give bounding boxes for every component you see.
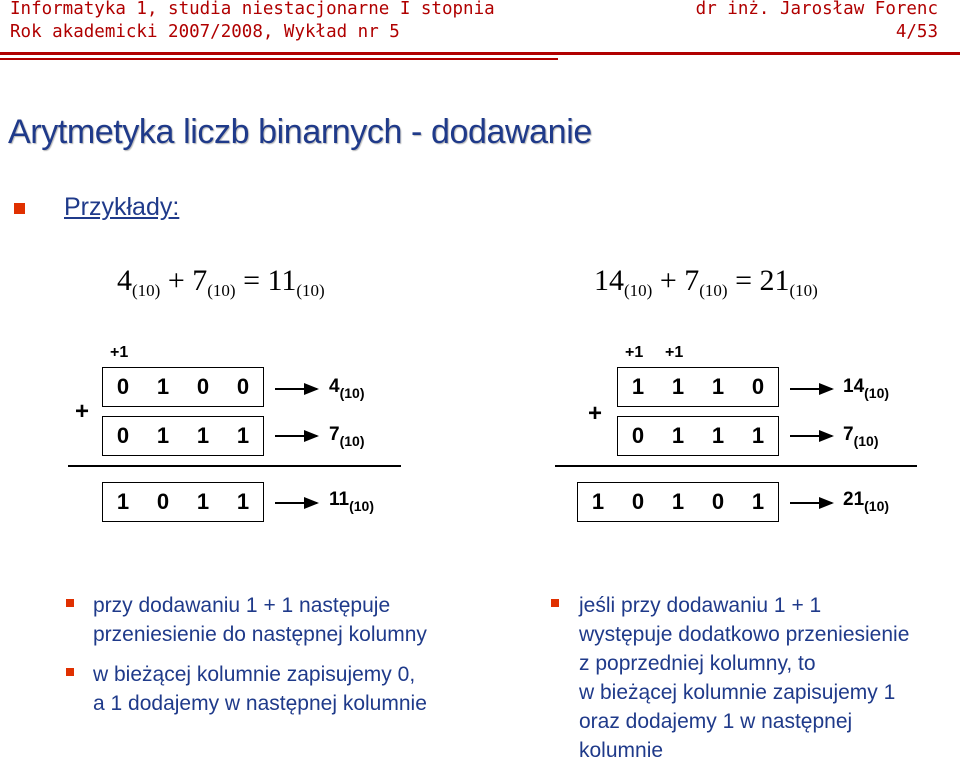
formula-base: (10) <box>624 281 653 300</box>
arrow-icon <box>275 502 317 504</box>
note-item: w bieżącej kolumnie zapisujemy 0, a 1 dodajemy w następnej kolumnie <box>93 663 427 715</box>
sum-value-label: $11_{(10)}$ <box>329 489 374 514</box>
example2-row2 <box>617 416 779 456</box>
example2-formula <box>594 264 818 301</box>
example1-sum <box>102 482 264 522</box>
plus-sign: + <box>588 400 603 427</box>
formula-base: (10) <box>132 281 161 300</box>
row1-value-label: $14_{(10)}$ <box>843 376 890 401</box>
formula-base: (10) <box>207 281 236 300</box>
bit-cell: 0 <box>196 374 210 399</box>
bit-cell: 0 <box>631 423 645 448</box>
bit-cell: 0 <box>236 374 250 399</box>
formula-base: (10) <box>296 281 325 300</box>
arrow-icon <box>790 435 832 437</box>
bit-cell: 1 <box>196 423 210 448</box>
bit-cell: 1 <box>116 489 130 514</box>
note-item: jeśli przy dodawaniu 1 + 1 występuje dodatkowo przeniesienie z poprzedniej kolumny, to w bieżącej kolumnie zapisujemy 1 oraz dodajemy 1 w następnej kolumnie <box>579 594 910 762</box>
header-rule <box>0 52 960 55</box>
bit-cell: 0 <box>156 489 170 514</box>
formula-result: 11 <box>267 264 297 297</box>
carry-label: +1 <box>665 344 684 361</box>
bit-cell: 0 <box>711 489 725 514</box>
header-rule-short <box>0 58 558 60</box>
row2-value-label: $7_{(10)}$ <box>329 424 365 449</box>
bit-cell: 1 <box>671 374 685 399</box>
formula-operand: 4 <box>117 264 132 297</box>
bit-cell: 1 <box>751 489 765 514</box>
page-number: 4/53 <box>895 22 938 42</box>
bit-cell: 1 <box>236 423 250 448</box>
formula-operand: 7 <box>192 264 208 297</box>
formula-plus: + <box>167 264 185 297</box>
bit-cell: 0 <box>116 374 130 399</box>
bit-cell: 0 <box>631 489 645 514</box>
arrow-icon <box>790 502 832 504</box>
bullet-icon <box>66 668 74 676</box>
lecture-info: Rok akademicki 2007/2008, Wykład nr 5 <box>10 22 400 42</box>
bit-cell: 1 <box>591 489 605 514</box>
bullet-icon <box>551 599 559 607</box>
sum-rule <box>68 465 401 467</box>
sum-value-label: $21_{(10)}$ <box>843 489 890 514</box>
row2-value-label: $7_{(10)}$ <box>843 424 879 449</box>
course-name: Informatyka 1, studia niestacjonarne I stopnia <box>10 0 495 19</box>
bit-cell: 1 <box>711 423 725 448</box>
plus-sign: + <box>75 398 90 425</box>
carry-label: +1 <box>625 344 644 361</box>
bit-cell: 1 <box>711 374 725 399</box>
bit-cell: 0 <box>751 374 765 399</box>
bit-cell: 1 <box>196 489 210 514</box>
bullet-icon <box>66 599 74 607</box>
carry-label: +1 <box>110 344 129 361</box>
formula-result: 21 <box>759 264 790 297</box>
note-item: przy dodawaniu 1 + 1 następuje przeniesienie do następnej kolumny <box>93 594 427 646</box>
bit-cell: 1 <box>236 489 250 514</box>
row1-value-label: $4_{(10)}$ <box>329 376 365 401</box>
formula-base: (10) <box>699 281 728 300</box>
example1-row1 <box>102 367 264 407</box>
bit-cell: 0 <box>116 423 130 448</box>
example1-formula <box>117 264 325 301</box>
formula-equals: = <box>735 264 752 297</box>
arrow-icon <box>275 435 317 437</box>
bit-cell: 1 <box>156 374 170 399</box>
bit-cell: 1 <box>671 423 685 448</box>
bit-cell: 1 <box>156 423 170 448</box>
sum-rule <box>555 465 917 467</box>
bit-cell: 1 <box>751 423 765 448</box>
formula-base: (10) <box>789 281 818 300</box>
arrow-icon <box>790 388 832 390</box>
arrow-icon <box>275 388 317 390</box>
slide-title: Arytmetyka liczb binarnych - dodawanie <box>8 113 592 151</box>
example2-row1 <box>617 367 779 407</box>
formula-plus: + <box>659 264 677 297</box>
bullet-icon <box>14 203 25 214</box>
formula-operand: 7 <box>684 264 700 297</box>
formula-equals: = <box>243 264 260 297</box>
example2-sum <box>577 482 779 522</box>
author-name: dr inż. Jarosław Forenc <box>695 0 938 19</box>
subtitle: Przykłady: <box>64 193 180 221</box>
bit-cell: 1 <box>671 489 685 514</box>
formula-operand: 14 <box>594 264 624 297</box>
example1-row2 <box>102 416 264 456</box>
bit-cell: 1 <box>631 374 645 399</box>
